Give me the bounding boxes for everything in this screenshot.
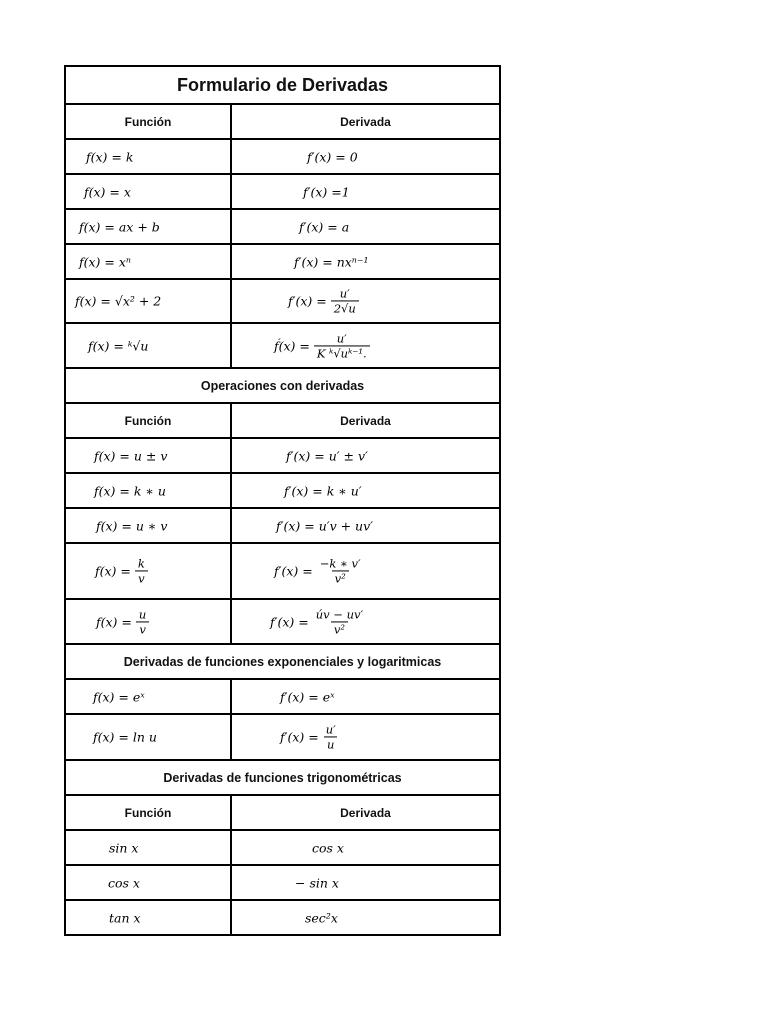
function-formula: sin x bbox=[109, 840, 139, 855]
function-formula: f(x) = ax + b bbox=[79, 219, 160, 234]
derivative-column-header: Derivada bbox=[340, 805, 391, 820]
table-row bbox=[66, 713, 499, 759]
table-row bbox=[66, 173, 499, 208]
derivative-formula: f′(x) = nxⁿ⁻¹ bbox=[294, 254, 369, 269]
derivative-formula: f′(x) = eˣ bbox=[280, 689, 335, 704]
function-formula: f(x) = k bbox=[86, 149, 134, 164]
table-row bbox=[66, 507, 499, 542]
table-row bbox=[66, 208, 499, 243]
function-formula: cos x bbox=[108, 875, 140, 890]
table-row bbox=[66, 598, 499, 643]
page-title: Formulario de Derivadas bbox=[176, 74, 389, 95]
function-formula: f(x) = k ∗ u bbox=[94, 483, 166, 498]
table-row bbox=[66, 542, 499, 598]
function-formula: f(x) = x bbox=[84, 184, 131, 199]
function-formula: tan x bbox=[109, 910, 141, 925]
function-column-header: Función bbox=[66, 404, 232, 437]
section-title: Operaciones con derivadas bbox=[200, 378, 365, 393]
table-row bbox=[66, 829, 499, 864]
table-row bbox=[66, 437, 499, 472]
header-row bbox=[66, 402, 499, 437]
derivative-formula: f′(x) = $\frac{u'}{u}$ bbox=[280, 722, 336, 752]
table-row bbox=[66, 243, 499, 278]
derivative-column-header: Derivada bbox=[340, 413, 391, 428]
header-row bbox=[66, 794, 499, 829]
function-formula: f(x) = u ∗ v bbox=[96, 518, 168, 533]
section-title: Derivadas de funciones trigonométricas bbox=[163, 770, 402, 785]
derivative-formula: f′(x) = $\frac{-k ∗ v'}{\text{v²}}$ bbox=[274, 556, 361, 586]
function-formula: f(x) = ᵏ√u bbox=[88, 338, 149, 353]
derivative-formula: f′(x) = k ∗ u′ bbox=[284, 483, 362, 498]
table-row bbox=[66, 322, 499, 367]
derivative-formula: − sin x bbox=[295, 875, 339, 890]
function-formula: f(x) = $\frac{k}{v}$ bbox=[95, 557, 148, 584]
derivative-formula: f′(x) = $\frac{u'}{2√u}$ bbox=[288, 287, 359, 314]
table-row bbox=[66, 899, 499, 934]
section-row bbox=[66, 643, 499, 678]
derivative-formula: f́(x) = $\frac{u'}{\text{K ᵏ√uᵏ⁻¹.}}$ bbox=[274, 332, 370, 359]
header-row bbox=[66, 103, 499, 138]
table-row bbox=[66, 278, 499, 322]
derivative-column-header: Derivada bbox=[340, 114, 391, 129]
derivative-formula: f′(x) = 0 bbox=[307, 149, 358, 164]
derivative-formula: f′(x) =1 bbox=[303, 184, 350, 199]
function-column-header: Función bbox=[66, 796, 232, 829]
title-row bbox=[66, 67, 499, 103]
derivative-formula: f′(x) = u′v + uv′ bbox=[276, 518, 374, 533]
derivative-formula: sec²x bbox=[305, 910, 338, 925]
derivative-formula: cos x bbox=[312, 840, 344, 855]
section-title: Derivadas de funciones exponenciales y logaritmicas bbox=[123, 654, 442, 669]
table-row bbox=[66, 678, 499, 713]
derivative-formula: f′(x) = $\frac{úv - uv'}{\text{v²}}$ bbox=[270, 606, 364, 636]
function-formula: f(x) = √x² + 2 bbox=[75, 293, 162, 309]
derivatives-table bbox=[64, 65, 501, 936]
function-formula: f(x) = ln u bbox=[93, 729, 157, 745]
table-row bbox=[66, 138, 499, 173]
function-formula: f(x) = xⁿ bbox=[79, 254, 131, 269]
derivative-formula: f′(x) = u′ ± v′ bbox=[286, 448, 368, 463]
table-row bbox=[66, 472, 499, 507]
section-row bbox=[66, 367, 499, 402]
function-formula: f(x) = eˣ bbox=[93, 689, 145, 704]
function-formula: f(x) = u ± v bbox=[94, 448, 168, 463]
function-column-header: Función bbox=[66, 105, 232, 138]
table-row bbox=[66, 864, 499, 899]
derivative-formula: f′(x) = a bbox=[299, 219, 350, 234]
function-formula: f(x) = $\frac{u}{v}$ bbox=[96, 608, 149, 635]
section-row bbox=[66, 759, 499, 794]
